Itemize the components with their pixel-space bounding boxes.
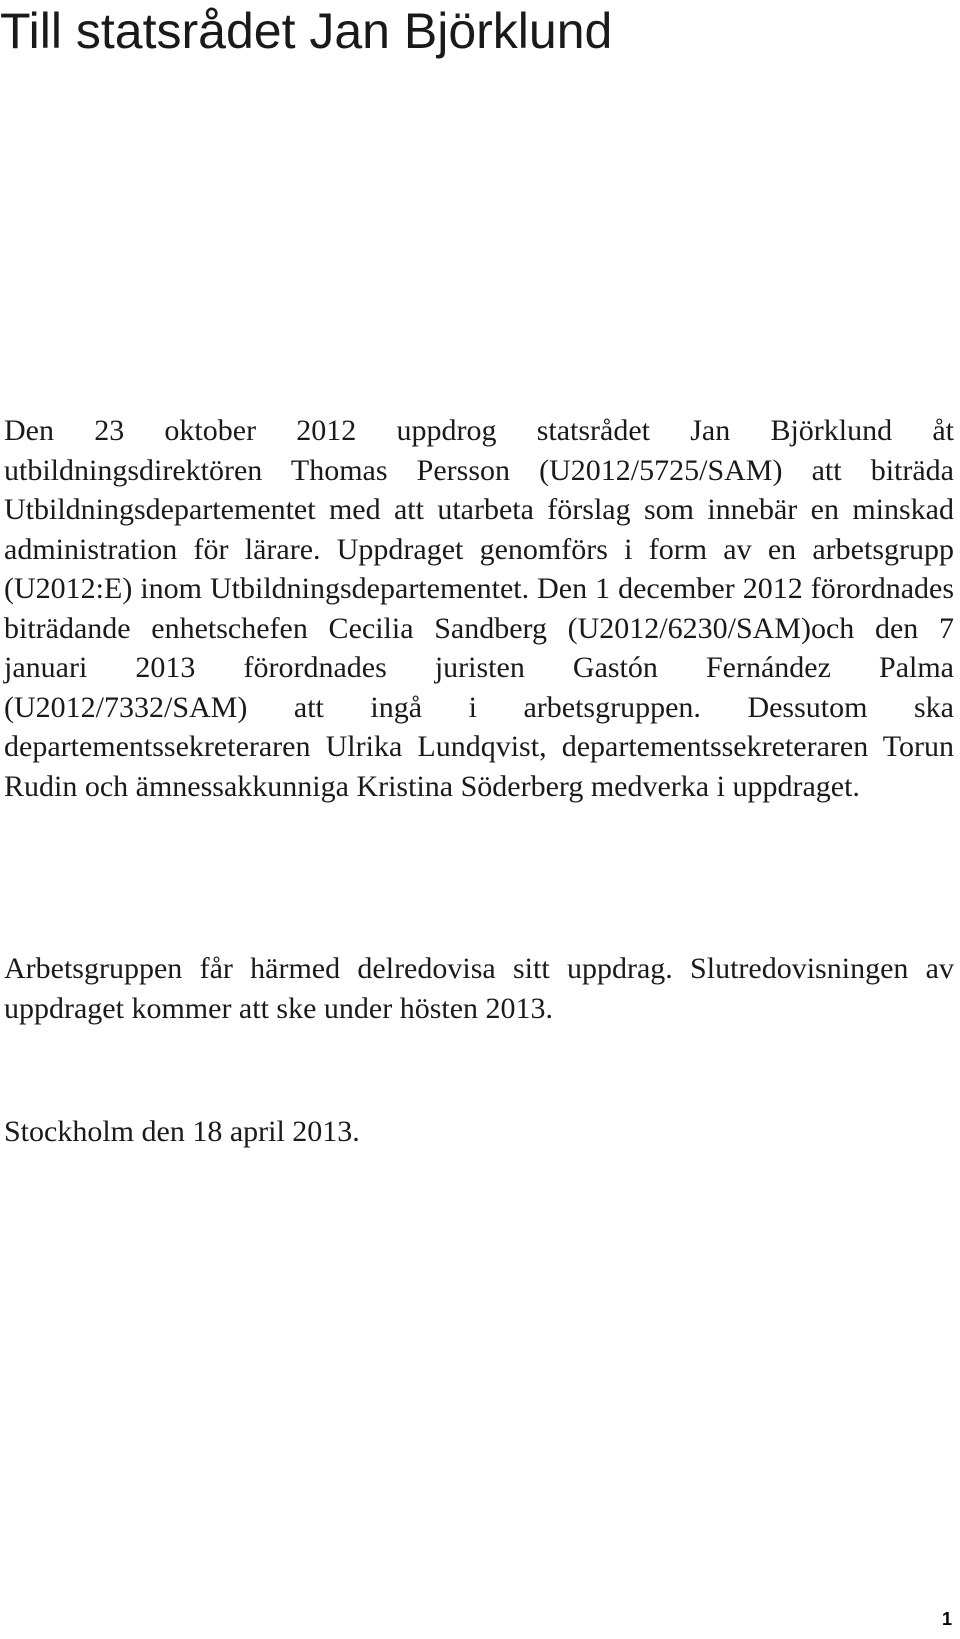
paragraph-assignment: Den 23 oktober 2012 uppdrog statsrådet Jan Björklund åt utbildningsdirektören Thomas Persson (U2012/5725/SAM) att biträda Utbildningsdepartementet med att utarbeta förslag som innebär en minskad administration för lärare. Uppdraget genomförs i form av en arbetsgrupp (U2012:E) inom Utbildningsdepartementet. Den 1 december 2012 förordnades biträdande enhetschefen Cecilia Sandberg (U2012/6230/SAM)och den 7 januari 2013 förordnades juristen Gastón Fernández Palma (U2012/7332/SAM) att ingå i arbetsgruppen. Dessutom ska departementssekreteraren Ulrika Lundqvist, departementssekreteraren Torun Rudin och ämnessakkunniga Kristina Söderberg medverka i uppdraget. bbox=[4, 414, 954, 803]
page-title: Till statsrådet Jan Björklund bbox=[0, 3, 613, 59]
place-date-line: Stockholm den 18 april 2013. bbox=[4, 1115, 360, 1148]
page-number: 1 bbox=[941, 1609, 952, 1629]
paragraph-report: Arbetsgruppen får härmed delredovisa sitt uppdrag. Slutredovisningen av uppdraget kommer att ske under hösten 2013. bbox=[4, 952, 954, 1025]
